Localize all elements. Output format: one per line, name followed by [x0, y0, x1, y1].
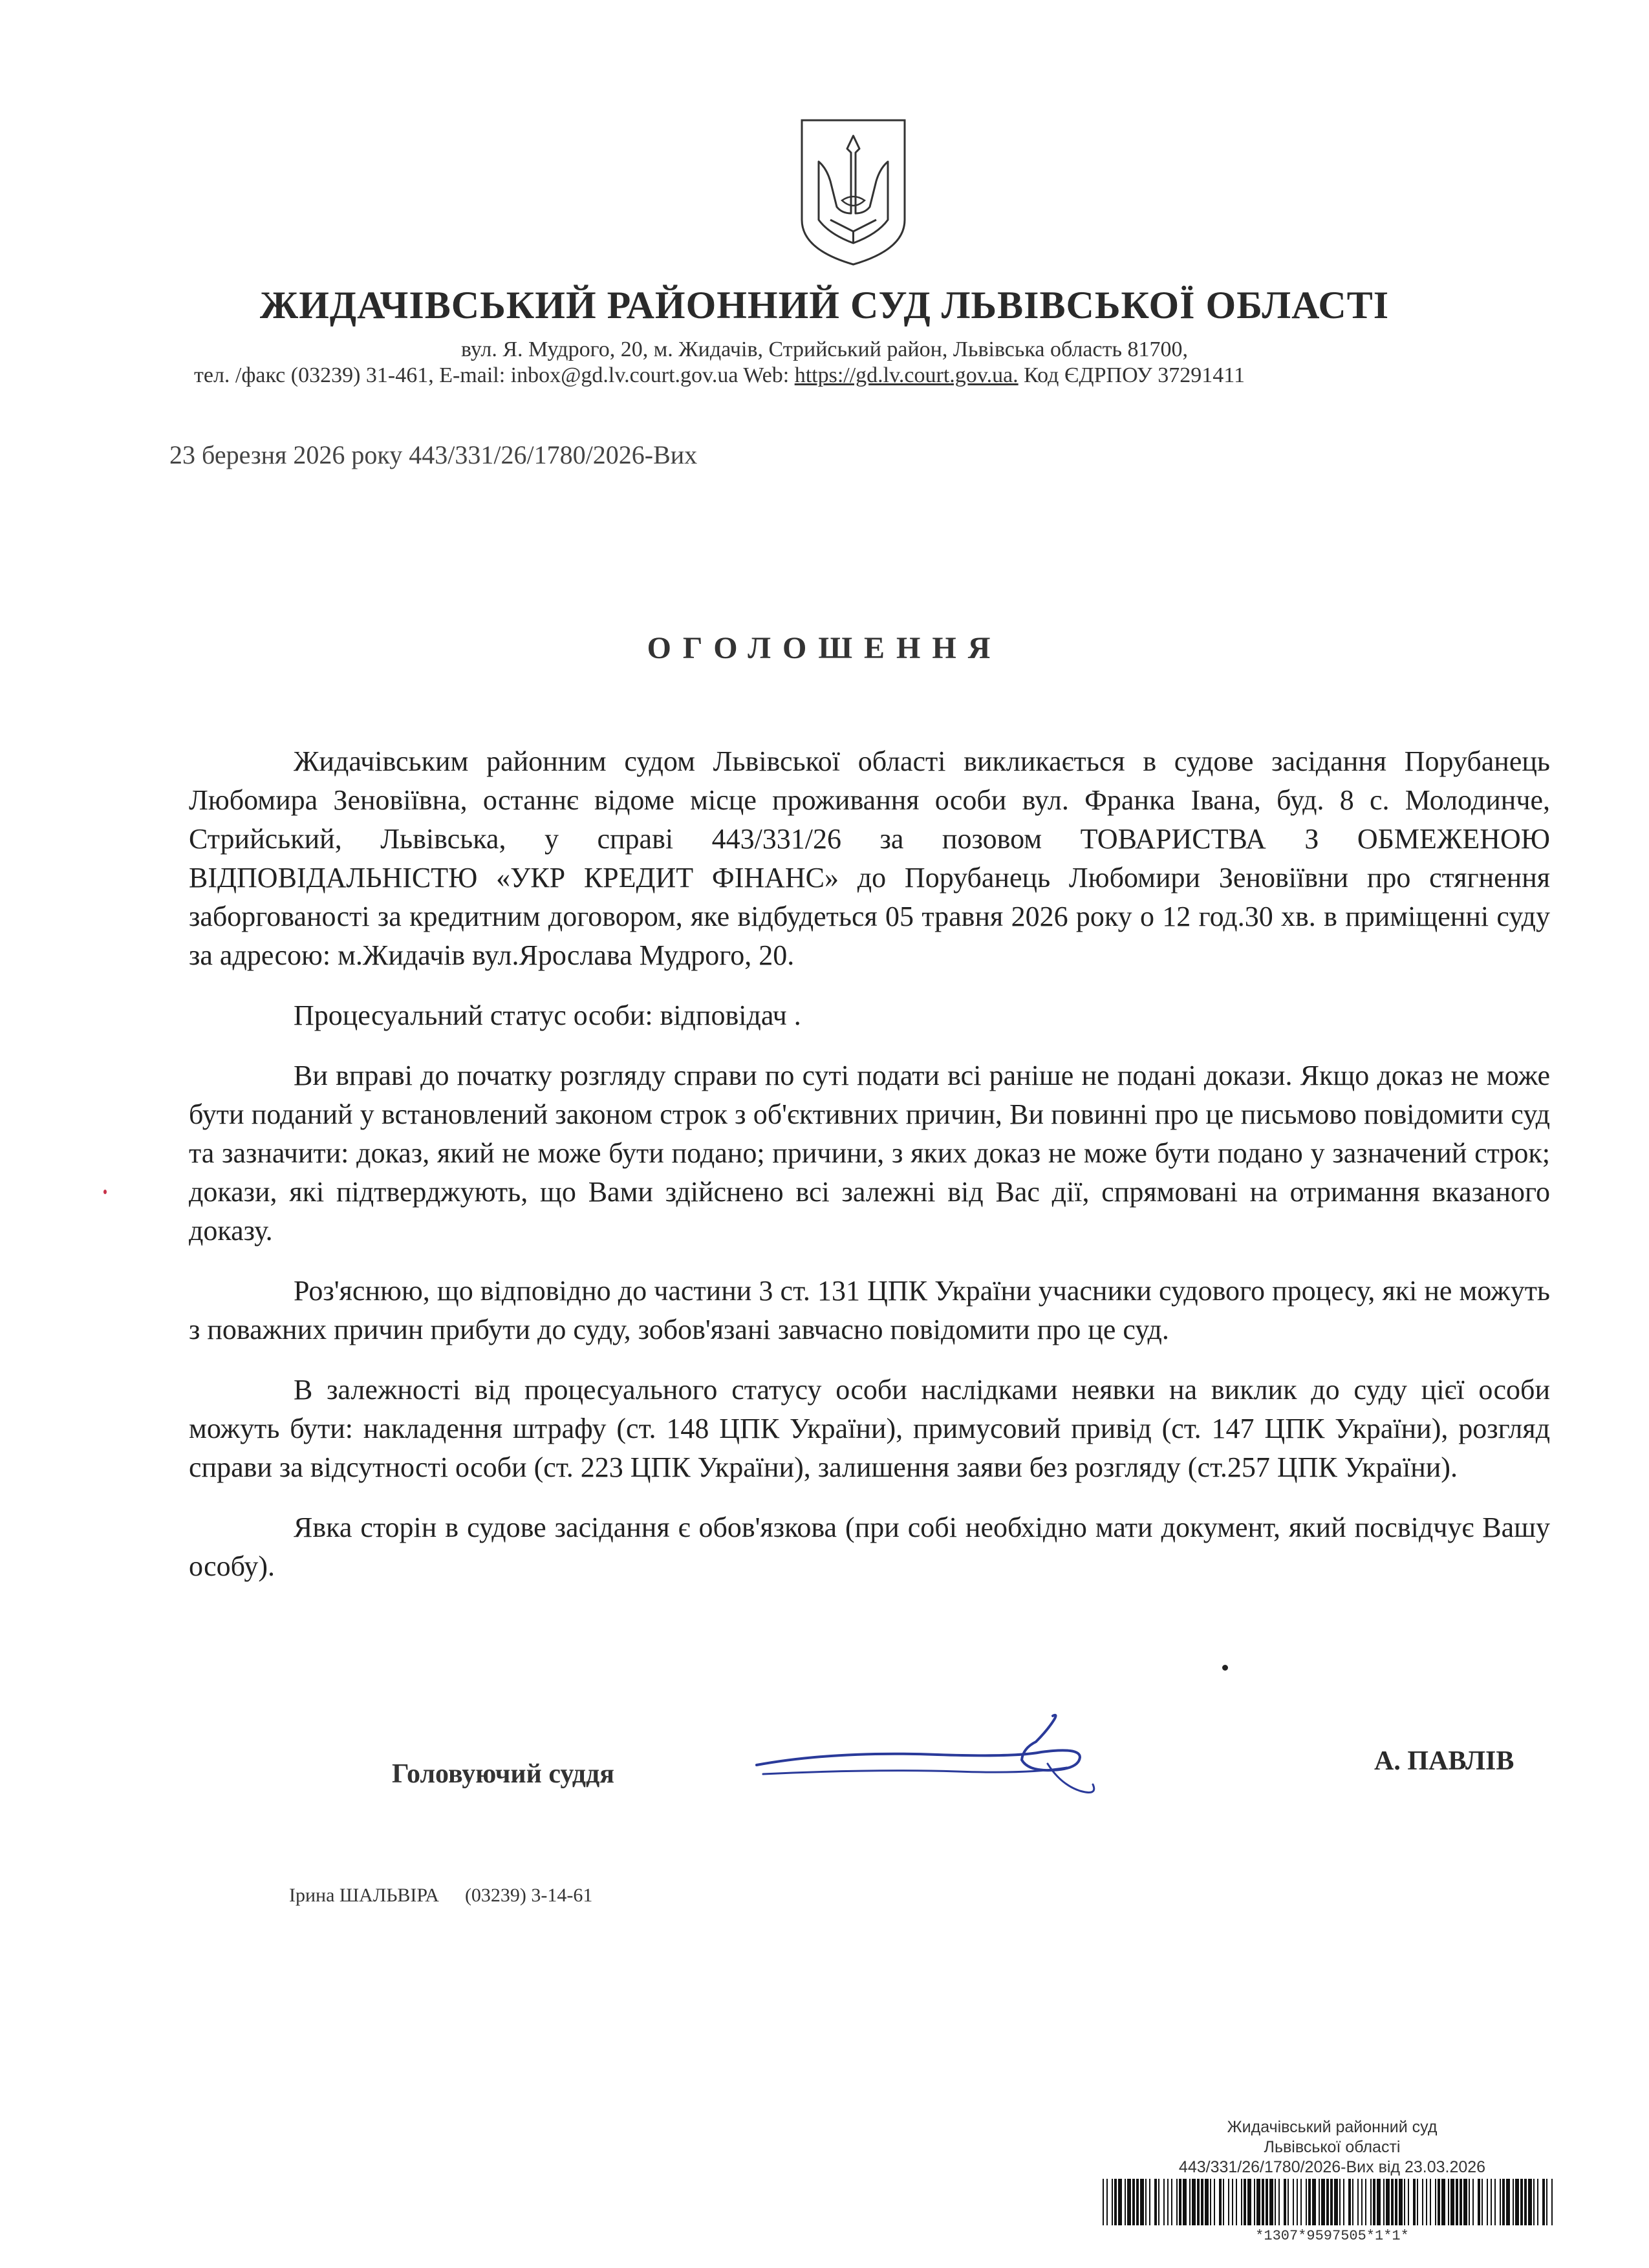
barcode-bar	[1158, 2179, 1159, 2225]
barcode-bar	[1506, 2179, 1510, 2225]
barcode-bar	[1321, 2179, 1325, 2225]
barcode-bar	[1391, 2179, 1394, 2225]
barcode-bar	[1487, 2179, 1488, 2225]
barcode-bar	[1426, 2179, 1427, 2225]
barcode-bar	[1232, 2179, 1233, 2225]
barcode-bar	[1435, 2179, 1436, 2225]
court-name: ЖИДАЧІВСЬКИЙ РАЙОННИЙ СУД ЛЬВІВСЬКОЇ ОБЛАСТІ	[259, 284, 1390, 326]
barcode-bar	[1288, 2179, 1289, 2225]
ink-speck	[1222, 1665, 1228, 1671]
barcode-bar	[1361, 2179, 1363, 2225]
barcode-bar	[1491, 2179, 1492, 2225]
barcode-bar	[1247, 2179, 1251, 2225]
barcode-bar	[1118, 2179, 1122, 2225]
paragraph-evidence: Ви вправі до початку розгляду справи по суті подати всі раніше не подані докази. Якщо доказ не може бути поданий у встановлений законом строк з об'єктивних причин, Ви повинні про це письмово повідомити суд та зазначити: доказ, який не може бути подано; причини, з яких доказ не може бути подано у зазначений строк; докази, які підтверджують, що Вами здійснено всі залежні від Вас дії, спрямовані на отримання вказаного доказу.	[189, 1060, 1550, 1246]
barcode-bar	[1339, 2179, 1341, 2225]
barcode-bar	[1171, 2179, 1172, 2225]
barcode-bar	[1546, 2179, 1547, 2225]
barcode-bar	[1513, 2179, 1514, 2225]
judge-name: А. ПАВЛІВ	[1374, 1746, 1514, 1776]
barcode-bar	[1460, 2179, 1462, 2225]
barcode-bar	[1438, 2179, 1440, 2225]
barcode-bar	[1551, 2179, 1553, 2225]
barcode-bar	[1377, 2179, 1381, 2225]
judge-signature	[744, 1687, 1106, 1823]
barcode-bar	[1106, 2179, 1108, 2225]
barcode-bar	[1469, 2179, 1470, 2225]
barcode-bar	[1463, 2179, 1467, 2225]
coat-of-arms-icon	[797, 116, 910, 268]
stamp-number-line: 443/331/26/1780/2026-Вих від 23.03.2026	[1178, 2158, 1486, 2176]
barcode-bar	[1312, 2179, 1316, 2225]
barcode-bar	[1275, 2179, 1276, 2225]
barcode-bar	[1269, 2179, 1273, 2225]
barcode-bar	[1386, 2179, 1390, 2225]
barcode-bar	[1450, 2179, 1454, 2225]
paragraph-summons: Жидачівським районним судом Львівської області викликається в судове засідання Порубанець Любомира Зеновіївна, останнє відоме місце проживання особи вул. Франка Івана, буд. 8 с. Молодинче, Стрийський, Львівська, у справі 443/331/26 за позовом ТОВАРИСТВА З ОБМЕЖЕНОЮ ВІДПОВІДАЛЬНІСТЮ «УКР КРЕДИТ ФІНАНС» до Порубанець Любомири Зеновіївни про стягнення заборгованості за кредитним договором, яке відбудеться 05 травня 2026 року о 12 год.30 хв. в приміщенні суду за адресою: м.Жидачів вул.Ярослава Мудрого, 20.	[189, 745, 1550, 971]
barcode-bar	[1365, 2179, 1366, 2225]
registration-stamp	[1080, 2117, 1584, 2177]
barcode-bar	[1515, 2179, 1519, 2225]
contacts-prefix: тел. /факс (03239) 31-461, E-mail: inbox@gd.lv.court.gov.ua Web:	[194, 363, 795, 387]
barcode-number: *1307*9597505*1*1*	[1255, 2228, 1409, 2244]
barcode-bar	[1163, 2179, 1165, 2225]
barcode-bar	[1205, 2179, 1209, 2225]
barcode-bar	[1112, 2179, 1113, 2225]
court-contacts	[194, 363, 1487, 388]
barcode-bar	[1256, 2179, 1260, 2225]
barcode-bar	[1192, 2179, 1196, 2225]
website-link[interactable]: https://gd.lv.court.gov.ua.	[794, 363, 1018, 387]
barcode-bar	[1167, 2179, 1169, 2225]
barcode-bar	[1278, 2179, 1280, 2225]
paragraph-attendance: Явка сторін в судове засідання є обов'язкова (при собі необхідно мати документ, який посвідчує Вашу особу).	[189, 1512, 1550, 1582]
barcode-bar	[1244, 2179, 1246, 2225]
barcode-bar	[1343, 2179, 1344, 2225]
barcode-bar	[1430, 2179, 1431, 2225]
barcode-bar	[1154, 2179, 1157, 2225]
barcode-bar	[1502, 2179, 1505, 2225]
barcode-bar	[1114, 2179, 1117, 2225]
barcode-bar	[1149, 2179, 1150, 2225]
barcode-bar	[1542, 2179, 1545, 2225]
barcode-bar	[1537, 2179, 1538, 2225]
barcode-bar	[1223, 2179, 1224, 2225]
barcode-bar	[1395, 2179, 1397, 2225]
barcode-bar	[1352, 2179, 1353, 2225]
stamp-court-line: Жидачівський районний суд	[1227, 2118, 1438, 2136]
barcode-bar	[1197, 2179, 1200, 2225]
barcode-bar	[1500, 2179, 1501, 2225]
barcode-bar	[1326, 2179, 1329, 2225]
executor-phone: (03239) 3-14-61	[464, 1885, 593, 1906]
barcode-bar	[1373, 2179, 1375, 2225]
barcode-bar	[1319, 2179, 1320, 2225]
barcode-bar	[1284, 2179, 1286, 2225]
court-address: вул. Я. Мудрого, 20, м. Жидачів, Стрийський район, Львівська область 81700,	[461, 337, 1188, 361]
barcode-bar	[1482, 2179, 1483, 2225]
barcode-bar	[1241, 2179, 1242, 2225]
barcode-bar	[1103, 2179, 1104, 2225]
barcode-bar	[1136, 2179, 1139, 2225]
stamp-region-line: Львівської області	[1264, 2138, 1401, 2156]
barcode-bar	[1348, 2179, 1351, 2225]
barcode-bar	[1330, 2179, 1333, 2225]
barcode-bar	[1145, 2179, 1147, 2225]
barcode-bar	[1236, 2179, 1237, 2225]
edrpou-code: Код ЄДРПОУ 37291411	[1018, 363, 1245, 387]
barcode-bar	[1214, 2179, 1215, 2225]
barcode-bar	[1262, 2179, 1264, 2225]
barcode-bar	[1176, 2179, 1178, 2225]
paragraph-status: Процесуальний статус особи: відповідач .	[294, 1000, 801, 1031]
barcode	[1103, 2179, 1555, 2225]
barcode-bar	[1404, 2179, 1405, 2225]
barcode-bar	[1140, 2179, 1144, 2225]
barcode-bar	[1201, 2179, 1203, 2225]
barcode-bar	[1308, 2179, 1311, 2225]
executor-name: Ірина ШАЛЬВІРА	[289, 1885, 439, 1906]
barcode-bar	[1370, 2179, 1372, 2225]
barcode-bar	[1127, 2179, 1131, 2225]
barcode-bar	[1417, 2179, 1418, 2225]
barcode-bar	[1297, 2179, 1298, 2225]
barcode-bar	[1528, 2179, 1532, 2225]
barcode-bar	[1125, 2179, 1126, 2225]
barcode-bar	[1357, 2179, 1359, 2225]
barcode-bar	[1520, 2179, 1523, 2225]
paragraph-consequences: В залежності від процесуального статусу особи наслідками неявки на виклик до суду цієї особи можуть бути: накладення штрафу (ст. 148 ЦПК України), примусовий привід (ст. 147 ЦПК України), розгляд справи за відсутності особи (ст. 223 ЦПК України), залишення заяви без розгляду (ст.257 ЦПК України).	[189, 1374, 1550, 1483]
barcode-bar	[1306, 2179, 1307, 2225]
barcode-bar	[1441, 2179, 1445, 2225]
barcode-bar	[1448, 2179, 1449, 2225]
barcode-bar	[1228, 2179, 1229, 2225]
barcode-bar	[1524, 2179, 1527, 2225]
barcode-bar	[1472, 2179, 1474, 2225]
barcode-bar	[1383, 2179, 1385, 2225]
paragraph-explanation: Роз'яснюю, що відповідно до частини 3 ст. 131 ЦПК України учасники судового процесу, які не можуть з поважних причин прибути до суду, зобов'язані завчасно повідомити про це суд.	[189, 1275, 1550, 1345]
barcode-bar	[1456, 2179, 1458, 2225]
barcode-bar	[1219, 2179, 1222, 2225]
barcode-bar	[1300, 2179, 1302, 2225]
barcode-bar	[1413, 2179, 1416, 2225]
barcode-bar	[1189, 2179, 1191, 2225]
ink-speck	[103, 1190, 107, 1194]
outgoing-reference: 23 березня 2026 року 443/331/26/1780/2026-Вих	[169, 440, 698, 469]
barcode-bar	[1408, 2179, 1409, 2225]
document-title: ОГОЛОШЕННЯ	[647, 631, 1002, 665]
barcode-bar	[1399, 2179, 1403, 2225]
barcode-bar	[1533, 2179, 1535, 2225]
barcode-bar	[1266, 2179, 1268, 2225]
notice-body	[189, 742, 1550, 1607]
barcode-bar	[1210, 2179, 1211, 2225]
judge-role: Головуючий суддя	[392, 1759, 614, 1789]
barcode-bar	[1494, 2179, 1496, 2225]
barcode-bar	[1293, 2179, 1294, 2225]
barcode-bar	[1254, 2179, 1255, 2225]
barcode-bar	[1183, 2179, 1187, 2225]
barcode-bar	[1478, 2179, 1480, 2225]
barcode-bar	[1334, 2179, 1338, 2225]
executor-info	[289, 1885, 592, 1907]
barcode-bar	[1422, 2179, 1423, 2225]
barcode-bar	[1132, 2179, 1135, 2225]
barcode-bar	[1179, 2179, 1181, 2225]
